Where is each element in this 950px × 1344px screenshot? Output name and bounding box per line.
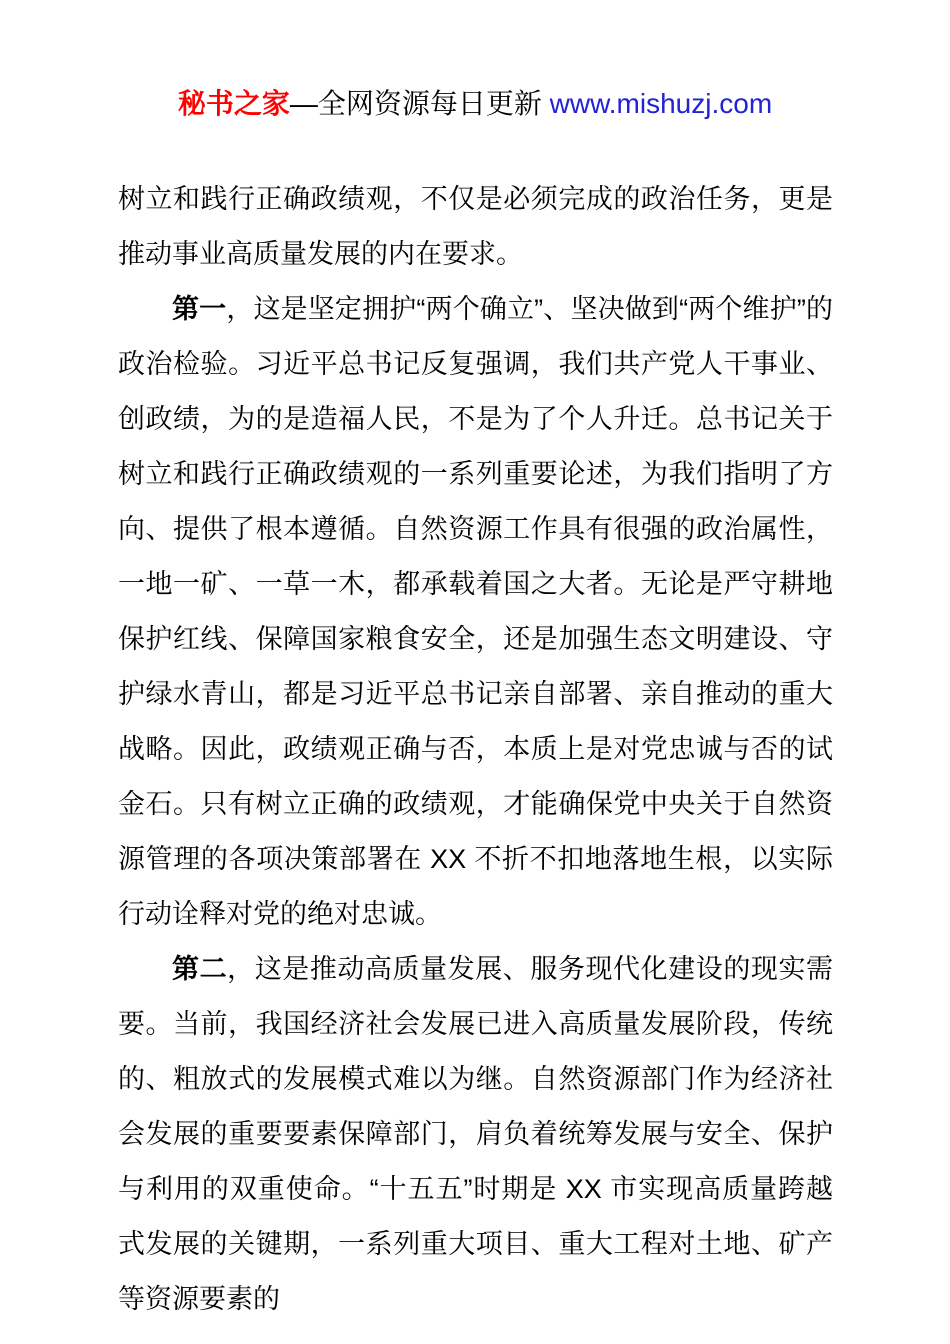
document-body <box>118 172 833 1327</box>
paragraph-point-two <box>118 942 833 1327</box>
paragraph-point-one <box>118 282 833 942</box>
page-header <box>0 84 950 124</box>
site-url-link[interactable]: www.mishuzj.com <box>549 88 773 119</box>
point-one-text: ，这是坚定拥护“两个确立”、坚决做到“两个维护”的政治检验。习近平总书记反复强调，我们共产党人干事业、创政绩，为的是造福人民，不是为了个人升迁。总书记关于树立和践行正确政绩观的一系列重要论述，为我们指明了方向、提供了根本遵循。自然资源工作具有很强的政治属性，一地一矿、一草一木，都承载着国之大者。无论是严守耕地保护红线、保障国家粮食安全，还是加强生态文明建设、守护绿水青山，都是习近平总书记亲自部署、亲自推动的重大战略。因此，政绩观正确与否，本质上是对党忠诚与否的试金石。只有树立正确的政绩观，才能确保党中央关于自然资源管理的各项决策部署在 XX 不折不扣地落地生根，以实际行动诠释对党的绝对忠诚。 <box>118 294 833 929</box>
tagline-text: —全网资源每日更新 <box>289 88 550 119</box>
point-one-label: 第一 <box>172 294 227 324</box>
point-two-label: 第二 <box>172 954 228 984</box>
paragraph-intro-text: 树立和践行正确政绩观，不仅是必须完成的政治任务，更是推动事业高质量发展的内在要求。 <box>118 184 833 269</box>
paragraph-intro <box>118 172 833 282</box>
point-two-text: ，这是推动高质量发展、服务现代化建设的现实需要。当前，我国经济社会发展已进入高质量发展阶段，传统的、粗放式的发展模式难以为继。自然资源部门作为经济社会发展的重要要素保障部门，肩负着统筹发展与安全、保护与利用的双重使命。“十五五”时期是 XX 市实现高质量跨越式发展的关键期，一系列重大项目、重大工程对土地、矿产等资源要素的 <box>118 954 834 1314</box>
brand-text: 秘书之家 <box>177 88 290 119</box>
